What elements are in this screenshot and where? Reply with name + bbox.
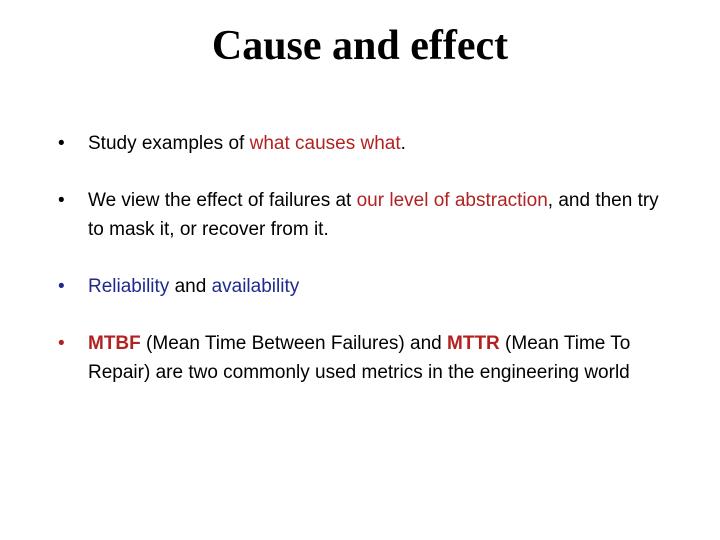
emphasis-text: Reliability xyxy=(88,276,170,297)
bullet-item-mtbf-mttr xyxy=(58,329,668,387)
bullet-text-segment: We view the effect of failures at xyxy=(88,190,357,211)
emphasis-text: MTBF xyxy=(88,333,141,354)
bullet-text-segment: Study examples of xyxy=(88,133,250,154)
slide-title: Cause and effect xyxy=(211,23,509,69)
emphasis-text: MTTR xyxy=(447,333,500,354)
bullet-list xyxy=(58,129,668,387)
bullet-item-level-of-abstraction xyxy=(58,186,668,244)
bullet-item-what-causes-what xyxy=(58,129,668,158)
bullet-dot-icon: • xyxy=(58,190,65,211)
bullet-item-reliability-availability xyxy=(58,272,668,301)
bullet-text-segment: (Mean Time To Repair) are two commonly used metrics in the engineering world xyxy=(88,333,631,383)
bullet-dot-icon: • xyxy=(58,333,65,354)
bullet-text-segment: and xyxy=(169,276,212,297)
bullet-dot-icon: • xyxy=(58,133,65,154)
emphasis-text: availability xyxy=(211,276,300,297)
emphasis-text: what causes what xyxy=(249,133,401,154)
bullet-text-segment: . xyxy=(400,133,406,154)
bullet-dot-icon: • xyxy=(58,276,65,297)
emphasis-text: our level of abstraction xyxy=(356,190,548,211)
bullet-text-segment: (Mean Time Between Failures) and xyxy=(140,333,448,354)
bullet-text-segment: , and then try to mask it, or recover from it. xyxy=(88,190,659,240)
